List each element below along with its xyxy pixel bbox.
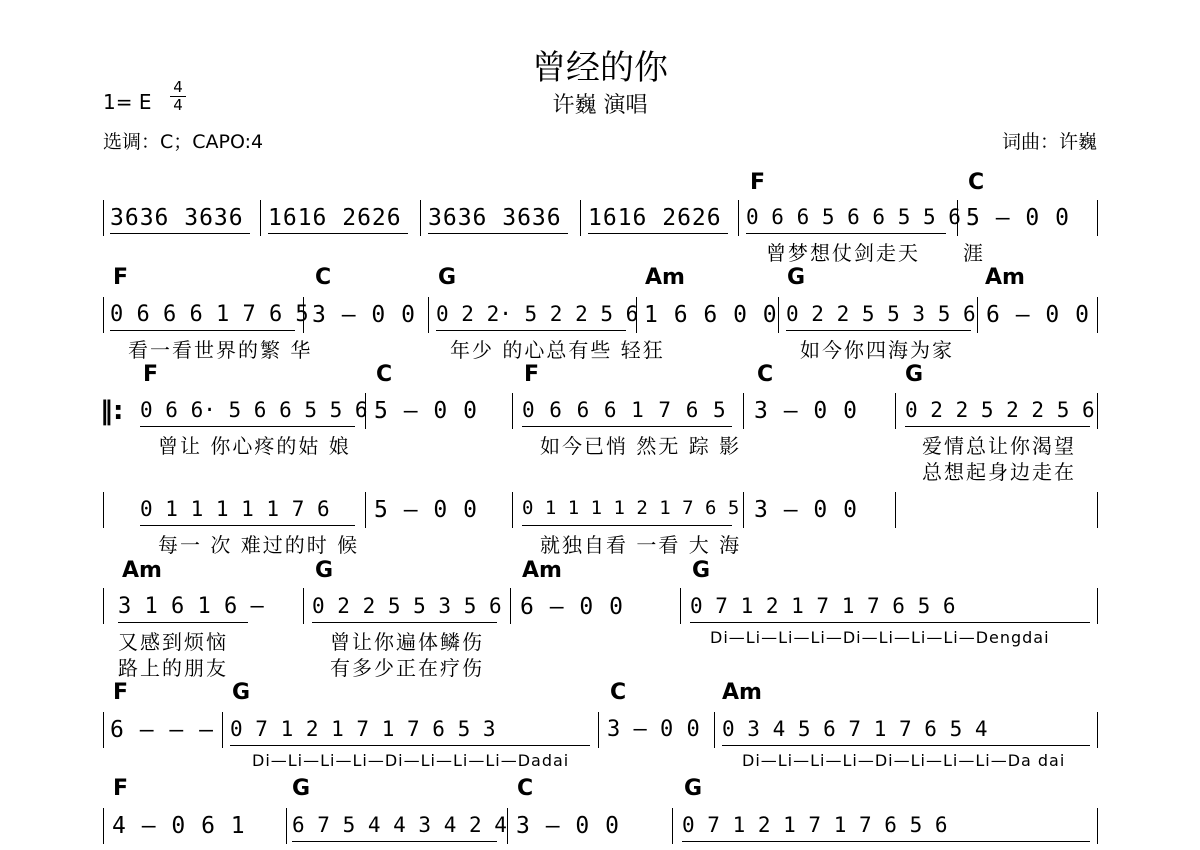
measure-notes: 6 — 0 0 xyxy=(986,302,1090,328)
chord: G xyxy=(232,680,251,705)
lyric-line: 看一看世界的繁 华 xyxy=(128,338,313,362)
measure-notes: 3 1 6 1 6 — xyxy=(118,594,264,619)
capo-info: 选调：C；CAPO:4 xyxy=(103,131,264,153)
lyric-line: 曾让你遍体鳞伤 xyxy=(330,630,484,654)
measure-notes: 3 — 0 0 xyxy=(607,717,700,742)
chord: F xyxy=(524,362,540,387)
chord: G xyxy=(692,558,711,583)
measure-notes: 0 3 4 5 6 7 1 7 6 5 4 xyxy=(722,717,988,741)
repeat-start-sign: ‖: xyxy=(100,396,124,426)
measure-notes: 1616 2626 xyxy=(588,205,722,231)
measure-notes: 4 — 0 6 1 xyxy=(112,813,246,839)
chord: Am xyxy=(122,558,162,583)
lyric-line: 又感到烦恼 xyxy=(118,630,228,654)
measure-notes: 0 7 1 2 1 7 1 7 6 5 6 xyxy=(690,594,956,618)
measure-notes: 0 6 6 6 1 7 6 5 xyxy=(522,398,727,422)
measure-notes: 0 6 6 6 1 7 6 5 xyxy=(110,302,309,327)
chord: C xyxy=(610,680,627,705)
time-signature xyxy=(170,80,186,113)
measure-notes: 1 6 6 0 0 xyxy=(644,302,778,328)
lyric-line: 路上的朋友 xyxy=(118,656,228,680)
measure-notes: 0 7 1 2 1 7 1 7 6 5 3 xyxy=(230,717,496,741)
lyric-line: 曾让 你心疼的姑 娘 xyxy=(158,434,351,458)
measure-notes: 6 — — — xyxy=(110,717,214,743)
measure-notes: 3 — 0 0 xyxy=(754,398,858,424)
chord: C xyxy=(968,170,985,195)
measure-notes: 3 — 0 0 xyxy=(312,302,416,328)
measure-notes: 6 — 0 0 xyxy=(520,594,624,620)
measure-notes: 3 — 0 0 xyxy=(516,813,620,839)
measure-notes: 5 — 0 0 xyxy=(374,497,478,523)
lyric-line: 曾梦想仗剑走天 xyxy=(766,241,920,265)
chord: Am xyxy=(985,265,1025,290)
measure-notes: 0 1 1 1 1 1 7 6 xyxy=(140,497,330,521)
chord: F xyxy=(113,680,129,705)
lyric-line: 如今你四海为家 xyxy=(800,338,954,362)
lyric-line: 年少 的心总有些 轻狂 xyxy=(450,338,665,362)
lyric-line: 如今已悄 然无 踪 影 xyxy=(540,434,742,458)
chord: F xyxy=(143,362,159,387)
key-signature: 1= E xyxy=(103,90,152,114)
measure-notes: 0 7 1 2 1 7 1 7 6 5 6 xyxy=(682,813,948,837)
chord: F xyxy=(113,265,129,290)
measure-notes: 0 6 6· 5 6 6 5 5 6 xyxy=(140,398,368,422)
chord: G xyxy=(787,265,806,290)
time-signature-top: 4 xyxy=(173,78,183,96)
chord: Am xyxy=(522,558,562,583)
chord: G xyxy=(438,265,457,290)
lyric-line: 每一 次 难过的时 候 xyxy=(158,533,360,557)
singer-credit: 许巍 演唱 xyxy=(552,93,648,118)
lyric-line: 总想起身边走在 xyxy=(922,460,1076,484)
time-signature-bottom: 4 xyxy=(173,96,183,114)
measure-notes: 6 7 5 4 4 3 4 2 4 xyxy=(292,813,507,837)
songwriter-credit: 词曲：许巍 xyxy=(1001,131,1097,153)
measure-notes: 0 2 2 5 5 3 5 6 xyxy=(786,302,976,326)
chord: G xyxy=(315,558,334,583)
lyric-line: 爱情总让你渴望 xyxy=(922,434,1076,458)
chord: Am xyxy=(722,680,762,705)
song-title: 曾经的你 xyxy=(532,48,668,88)
chord: C xyxy=(757,362,774,387)
lyric-line: 就独自看 一看 大 海 xyxy=(540,533,742,557)
chord: G xyxy=(905,362,924,387)
measure-notes: 0 6 6 5 6 6 5 5 6 xyxy=(746,205,961,229)
chord: C xyxy=(517,776,534,801)
measure-notes: 3636 3636 xyxy=(428,205,562,231)
measure-notes: 0 2 2 5 5 3 5 6 xyxy=(312,594,502,618)
measure-notes: 0 2 2· 5 2 2 5 6 xyxy=(436,302,639,326)
lyric-line: 涯 xyxy=(963,241,985,265)
scat-syllables: Di—Li—Li—Li—Di—Li—Li—Li—Dengdai xyxy=(710,628,1050,647)
measure-notes: 5 — 0 0 xyxy=(966,205,1070,231)
measure-notes: 0 1 1 1 1 2 1 7 6 5 xyxy=(522,497,740,519)
chord: C xyxy=(315,265,332,290)
chord: G xyxy=(292,776,311,801)
chord: F xyxy=(113,776,129,801)
chord: Am xyxy=(645,265,685,290)
scat-syllables: Di—Li—Li—Li—Di—Li—Li—Li—Da dai xyxy=(742,751,1066,770)
chord: F xyxy=(750,170,766,195)
measure-notes: 3636 3636 xyxy=(110,205,244,231)
measure-notes: 5 — 0 0 xyxy=(374,398,478,424)
measure-notes: 3 — 0 0 xyxy=(754,497,858,523)
measure-notes: 1616 2626 xyxy=(268,205,402,231)
measure-notes: 0 2 2 5 2 2 5 6 xyxy=(905,398,1095,422)
chord: C xyxy=(376,362,393,387)
chord: G xyxy=(684,776,703,801)
lyric-line: 有多少正在疗伤 xyxy=(330,656,484,680)
scat-syllables: Di—Li—Li—Li—Di—Li—Li—Li—Dadai xyxy=(252,751,570,770)
